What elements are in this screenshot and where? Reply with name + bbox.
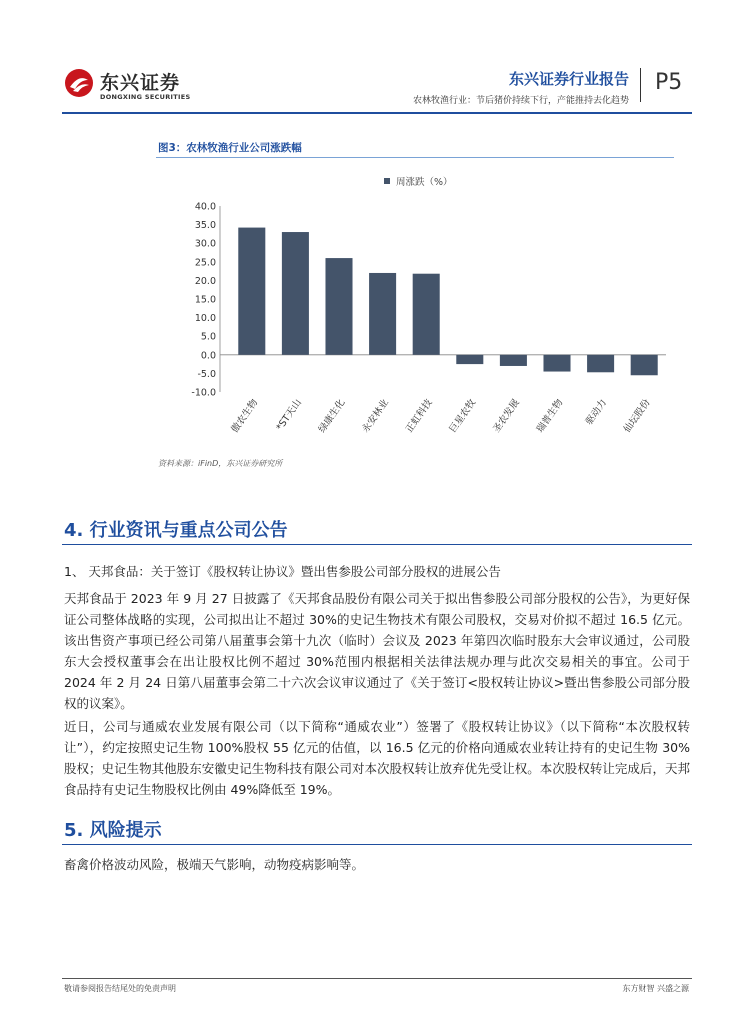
y-tick-label: 5.0 [200, 331, 216, 343]
y-tick-label: 20.0 [194, 275, 216, 287]
header-divider [640, 68, 641, 102]
footer-disclaimer: 敬请参阅报告结尾处的免责声明 [64, 984, 176, 993]
footer-rule [62, 978, 692, 979]
bar [325, 258, 352, 355]
y-tick-label: 15.0 [194, 294, 216, 306]
bar [413, 274, 440, 355]
bar [631, 355, 658, 375]
section-5-rule [62, 844, 692, 845]
y-tick-label: 40.0 [194, 201, 216, 213]
figure-title: 图3：农林牧渔行业公司涨跌幅 [158, 142, 302, 154]
bar [238, 228, 265, 355]
legend-swatch [384, 178, 390, 184]
x-tick-label: 巨星农牧 [447, 397, 479, 435]
x-tick-label: 仙坛股份 [621, 397, 653, 435]
report-brand-title: 东兴证券行业报告 [508, 70, 629, 88]
bar [282, 232, 309, 355]
page-number: P5 [655, 70, 683, 95]
figure-rule [156, 157, 674, 158]
bar [500, 355, 527, 366]
y-tick-label: 25.0 [194, 257, 216, 269]
report-subtitle: 农林牧渔行业：节后猪价持续下行，产能推持去化趋势 [412, 96, 629, 106]
x-tick-label: 圣农发展 [491, 397, 522, 435]
bar-chart [156, 162, 674, 452]
bar [456, 355, 483, 364]
y-tick-label: 10.0 [194, 313, 216, 325]
x-tick-label: 绿康生化 [316, 397, 348, 435]
x-tick-label: 正虹科技 [403, 397, 435, 435]
bar [369, 273, 396, 355]
x-tick-label: 驱动力 [583, 397, 610, 428]
logo-chinese-name: 东兴证券 [100, 72, 181, 94]
section-4-rule [62, 544, 692, 545]
x-tick-label: *ST天山 [274, 397, 304, 433]
x-tick-label: 傲农生物 [229, 397, 261, 435]
legend-label: 周涨跌（%） [396, 177, 453, 188]
company-logo [64, 66, 191, 106]
news-item-1-paragraph-1: 天邦食品于 2023 年 9 月 27 日披露了《天邦食品股份有限公司关于拟出售参股公司部分股权的公告》，为更好保证公司整体战略的实现，公司拟出让不超过 30%的史记生物技术有限公司股权，交易对价拟不超过 16.5 亿元。该出售资产事项已经公司第八届董事会第十九次（临时）会议及 2023 年第四次临时股东大会审议通过，公司股东大会授权董事会在出让股权比例不超过 30%范围内根据相关法律法规办理与此次交易相关的事宜。公司于 2024 年 2 月 24 日第八届董事会第二十六次会议审议通过了《关于签订<股权转让协议>暨出售参股公司部分股权的议案》。 [64, 591, 690, 711]
risk-paragraph: 畜禽价格波动风险，极端天气影响，动物疫病影响等。 [64, 857, 365, 872]
y-tick-label: 0.0 [200, 350, 216, 362]
bar [543, 355, 570, 372]
header-rule [62, 112, 692, 114]
section-5-heading: 5. 风险提示 [64, 820, 162, 841]
y-tick-label: 30.0 [194, 238, 216, 250]
y-tick-label: -5.0 [197, 368, 216, 380]
news-item-1-paragraph-2: 近日，公司与通威农业发展有限公司（以下简称“通威农业”）签署了《股权转让协议》（以下简称“本次股权转让”），约定按照史记生物 100%股权 55 亿元的估值，以 16.5 亿元的价格向通威农业转让持有的史记生物 30%股权；史记生物其他股东安徽史记生物科技有限公司对本次股权转让放弃优先受让权。本次股权转让完成后，天邦食品持有史记生物股权比例由 49%降低至 19%。 [64, 719, 690, 797]
logo-english-name: DONGXING SECURITIES [100, 93, 191, 101]
y-tick-label: 35.0 [194, 220, 216, 232]
y-tick-label: -10.0 [191, 387, 216, 399]
page-header [0, 0, 755, 120]
footer-slogan: 东方财智 兴盛之源 [622, 984, 689, 993]
x-tick-label: 永安林业 [360, 397, 392, 435]
logo-emblem-icon [64, 68, 94, 98]
news-item-1-title: 1、 天邦食品：关于签订《股权转让协议》暨出售参股公司部分股权的进展公告 [64, 564, 501, 579]
bar [587, 355, 614, 372]
figure-source: 资料来源：iFinD，东兴证券研究所 [158, 459, 283, 468]
x-tick-label: 瑞普生物 [534, 397, 566, 435]
section-4-heading: 4. 行业资讯与重点公司公告 [64, 520, 288, 541]
